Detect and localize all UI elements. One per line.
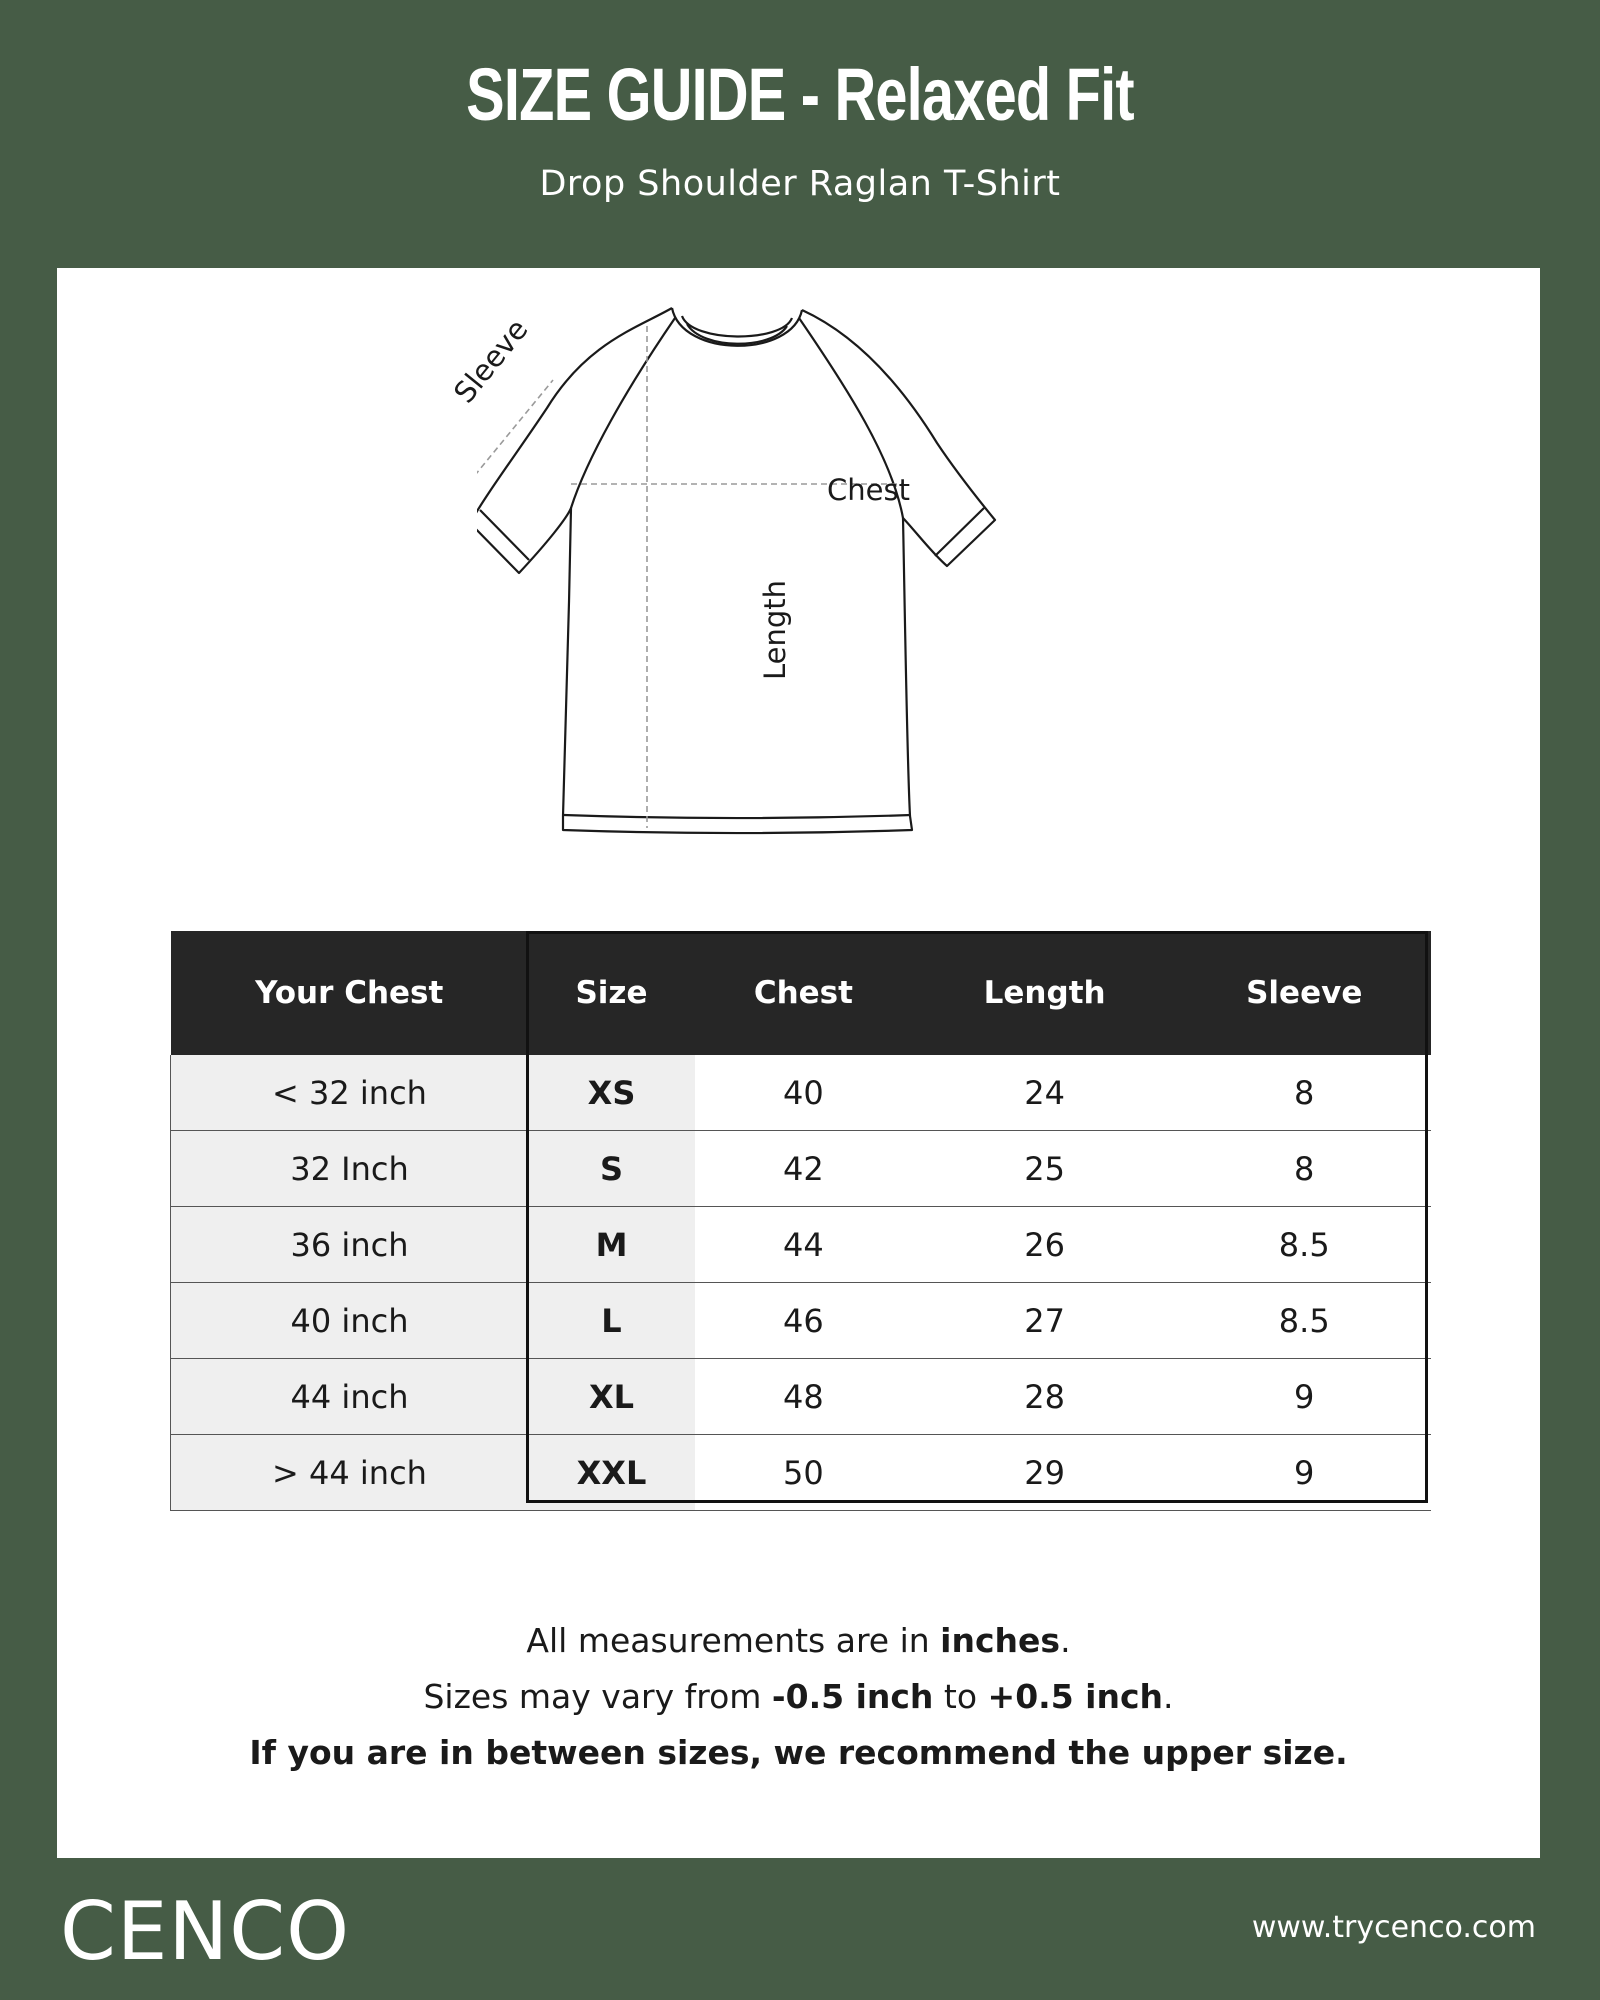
sleeve-hem-left [480, 510, 529, 560]
column-header-sleeve: Sleeve [1177, 931, 1431, 1055]
chest-cell: 40 [695, 1055, 912, 1131]
your-chest-cell: 40 inch [171, 1283, 529, 1359]
table-row [171, 1435, 1432, 1511]
column-header-size: Size [528, 931, 695, 1055]
length-cell: 25 [912, 1131, 1178, 1207]
chest-label: Chest [827, 473, 910, 507]
sleeve-cell: 8 [1177, 1055, 1431, 1131]
page-title: SIZE GUIDE - Relaxed Fit [466, 53, 1134, 136]
sleeve-cell: 8.5 [1177, 1207, 1431, 1283]
length-cell: 24 [912, 1055, 1178, 1131]
column-header-length: Length [912, 931, 1178, 1055]
note-line-3: If you are in between sizes, we recommend the upper size. [249, 1733, 1348, 1772]
length-cell: 29 [912, 1435, 1178, 1511]
size-cell: XXL [528, 1435, 695, 1511]
length-label: Length [758, 579, 792, 681]
page-subtitle: Drop Shoulder Raglan T-Shirt [539, 164, 1061, 204]
size-cell: XS [528, 1055, 695, 1131]
table-row [171, 1359, 1432, 1435]
your-chest-cell: < 32 inch [171, 1055, 529, 1131]
chest-cell: 46 [695, 1283, 912, 1359]
your-chest-cell: 36 inch [171, 1207, 529, 1283]
brand-logo: CENCO [60, 1885, 351, 1978]
size-cell: M [528, 1207, 695, 1283]
table-header-row [171, 931, 1432, 1055]
content-panel [57, 268, 1540, 1858]
note-line-1: All measurements are in inches. [526, 1621, 1071, 1660]
sleeve-measure-line [477, 380, 553, 491]
tshirt-body [477, 308, 995, 833]
column-header-chest: Chest [695, 931, 912, 1055]
sleeve-label: Sleeve [447, 312, 535, 410]
sleeve-hem-right [935, 508, 984, 556]
table-row [171, 1207, 1432, 1283]
raglan-seam-left [571, 318, 675, 508]
length-cell: 26 [912, 1207, 1178, 1283]
website-link[interactable]: www.trycenco.com [1251, 1910, 1536, 1945]
size-table [170, 931, 1431, 1511]
note-line-2: Sizes may vary from -0.5 inch to +0.5 inch. [423, 1677, 1174, 1716]
column-header-your-chest: Your Chest [171, 931, 529, 1055]
length-cell: 28 [912, 1359, 1178, 1435]
measurement-notes [57, 1613, 1540, 1781]
tshirt-neck-inner [682, 316, 792, 337]
table-row [171, 1283, 1432, 1359]
your-chest-cell: 44 inch [171, 1359, 529, 1435]
table-row [171, 1131, 1432, 1207]
your-chest-cell: 32 Inch [171, 1131, 529, 1207]
your-chest-cell: > 44 inch [171, 1435, 529, 1511]
size-cell: S [528, 1131, 695, 1207]
sleeve-cell: 8.5 [1177, 1283, 1431, 1359]
length-cell: 27 [912, 1283, 1178, 1359]
sleeve-cell: 8 [1177, 1131, 1431, 1207]
sleeve-cell: 9 [1177, 1359, 1431, 1435]
chest-cell: 42 [695, 1131, 912, 1207]
chest-cell: 48 [695, 1359, 912, 1435]
size-cell: XL [528, 1359, 695, 1435]
bottom-hem [564, 815, 911, 818]
sleeve-cell: 9 [1177, 1435, 1431, 1511]
table-row [171, 1055, 1432, 1131]
size-table-wrap [170, 931, 1431, 1511]
chest-cell: 50 [695, 1435, 912, 1511]
size-cell: L [528, 1283, 695, 1359]
chest-cell: 44 [695, 1207, 912, 1283]
